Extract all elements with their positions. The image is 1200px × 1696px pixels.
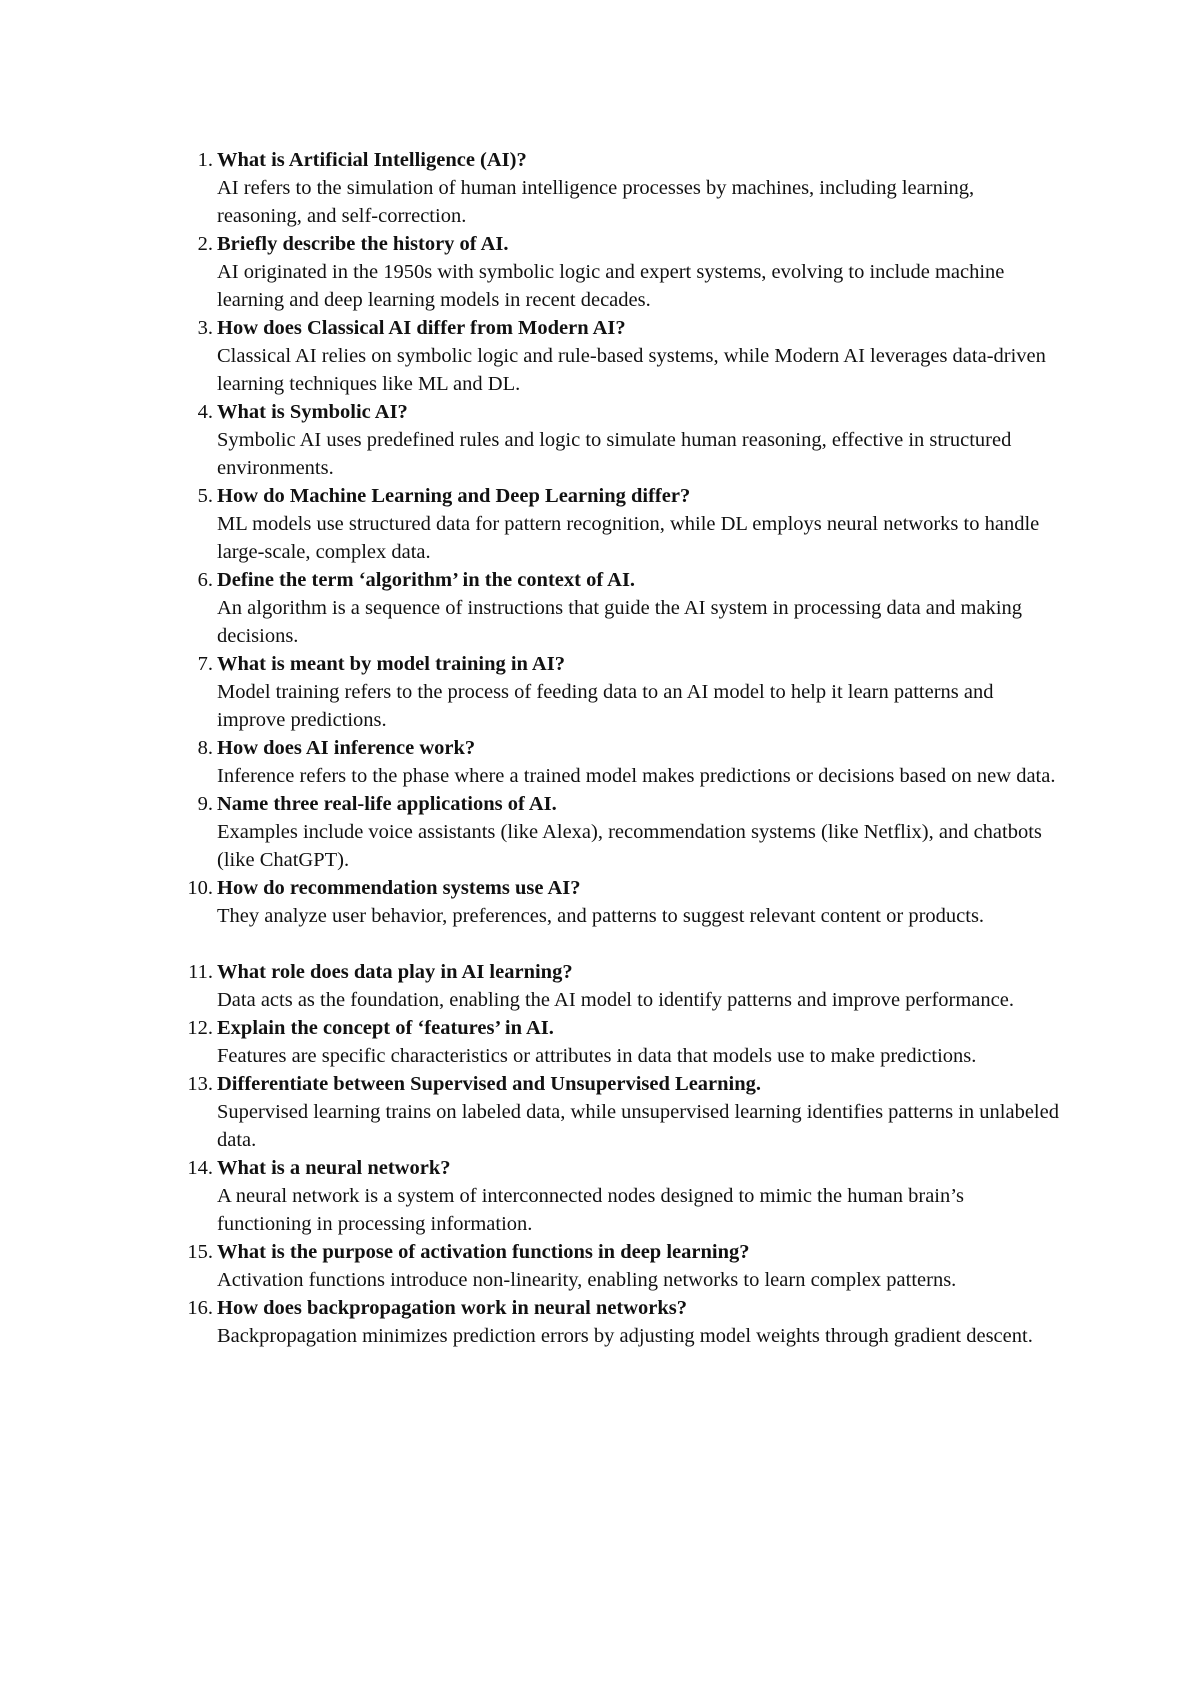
item-number: 6. bbox=[197, 569, 213, 591]
answer-text: Model training refers to the process of feeding data to an AI model to help it learn patterns and improve predictions. bbox=[217, 681, 994, 731]
qa-item-16 bbox=[0, 1294, 1200, 1350]
qa-item-14 bbox=[0, 1154, 1200, 1238]
answer-text: AI refers to the simulation of human intelligence processes by machines, including learning, reasoning, and self-correction. bbox=[217, 177, 975, 227]
answer-text: Symbolic AI uses predefined rules and logic to simulate human reasoning, effective in structured environments. bbox=[217, 429, 1012, 479]
answer-text: Supervised learning trains on labeled data, while unsupervised learning identifies patterns in unlabeled data. bbox=[217, 1101, 1059, 1151]
item-number: 13. bbox=[187, 1073, 213, 1095]
question-text: What is the purpose of activation functions in deep learning? bbox=[217, 1241, 750, 1263]
question-text: What role does data play in AI learning? bbox=[217, 961, 573, 983]
answer-text: Activation functions introduce non-linearity, enabling networks to learn complex patterns. bbox=[217, 1269, 957, 1291]
item-number: 14. bbox=[187, 1157, 213, 1179]
qa-item-4 bbox=[0, 398, 1200, 482]
item-number: 16. bbox=[187, 1297, 213, 1319]
qa-item-12 bbox=[0, 1014, 1200, 1070]
qa-item-8 bbox=[0, 734, 1200, 790]
qa-item-13 bbox=[0, 1070, 1200, 1154]
answer-text: Data acts as the foundation, enabling the AI model to identify patterns and improve performance. bbox=[217, 989, 1014, 1011]
qa-item-10 bbox=[0, 874, 1200, 930]
answer-text: Inference refers to the phase where a trained model makes predictions or decisions based on new data. bbox=[217, 765, 1056, 787]
answer-text: They analyze user behavior, preferences, and patterns to suggest relevant content or products. bbox=[217, 905, 985, 927]
item-number: 3. bbox=[197, 317, 213, 339]
item-number: 1. bbox=[197, 149, 213, 171]
qa-item-9 bbox=[0, 790, 1200, 874]
qa-item-15 bbox=[0, 1238, 1200, 1294]
item-number: 4. bbox=[197, 401, 213, 423]
qa-item-7 bbox=[0, 650, 1200, 734]
qa-item-5 bbox=[0, 482, 1200, 566]
question-text: Define the term ‘algorithm’ in the context of AI. bbox=[217, 569, 636, 591]
question-text: What is Symbolic AI? bbox=[217, 401, 408, 423]
answer-text: A neural network is a system of interconnected nodes designed to mimic the human brain’s functioning in processing information. bbox=[217, 1185, 964, 1235]
qa-item-3 bbox=[0, 314, 1200, 398]
question-text: Name three real-life applications of AI. bbox=[217, 793, 557, 815]
answer-text: Classical AI relies on symbolic logic and rule-based systems, while Modern AI leverages data-driven learning techniques like ML and DL. bbox=[217, 345, 1046, 395]
answer-text: Features are specific characteristics or attributes in data that models use to make predictions. bbox=[217, 1045, 977, 1067]
question-text: How do Machine Learning and Deep Learning differ? bbox=[217, 485, 691, 507]
answer-text: Examples include voice assistants (like Alexa), recommendation systems (like Netflix), and chatbots (like ChatGPT). bbox=[217, 821, 1042, 871]
question-text: Briefly describe the history of AI. bbox=[217, 233, 509, 255]
qa-list bbox=[0, 146, 1200, 1350]
item-number: 2. bbox=[197, 233, 213, 255]
question-text: Differentiate between Supervised and Unsupervised Learning. bbox=[217, 1073, 762, 1095]
item-number: 7. bbox=[197, 653, 213, 675]
question-text: What is meant by model training in AI? bbox=[217, 653, 565, 675]
question-text: How do recommendation systems use AI? bbox=[217, 877, 581, 899]
answer-text: ML models use structured data for pattern recognition, while DL employs neural networks to handle large-scale, complex data. bbox=[217, 513, 1040, 563]
qa-item-1 bbox=[0, 146, 1200, 230]
question-text: Explain the concept of ‘features’ in AI. bbox=[217, 1017, 554, 1039]
qa-item-2 bbox=[0, 230, 1200, 314]
question-text: How does AI inference work? bbox=[217, 737, 476, 759]
question-text: How does Classical AI differ from Modern AI? bbox=[217, 317, 626, 339]
qa-item-11 bbox=[0, 958, 1200, 1014]
item-number: 11. bbox=[188, 961, 213, 983]
qa-item-6 bbox=[0, 566, 1200, 650]
item-number: 5. bbox=[197, 485, 213, 507]
question-text: What is Artificial Intelligence (AI)? bbox=[217, 149, 527, 171]
answer-text: An algorithm is a sequence of instructions that guide the AI system in processing data and making decisions. bbox=[217, 597, 1023, 647]
item-number: 15. bbox=[187, 1241, 213, 1263]
item-number: 10. bbox=[187, 877, 213, 899]
item-number: 9. bbox=[197, 793, 213, 815]
item-number: 8. bbox=[197, 737, 213, 759]
item-number: 12. bbox=[187, 1017, 213, 1039]
question-text: How does backpropagation work in neural networks? bbox=[217, 1297, 688, 1319]
answer-text: Backpropagation minimizes prediction errors by adjusting model weights through gradient descent. bbox=[217, 1325, 1033, 1347]
answer-text: AI originated in the 1950s with symbolic logic and expert systems, evolving to include machine learning and deep learning models in recent decades. bbox=[217, 261, 1005, 311]
question-text: What is a neural network? bbox=[217, 1157, 451, 1179]
